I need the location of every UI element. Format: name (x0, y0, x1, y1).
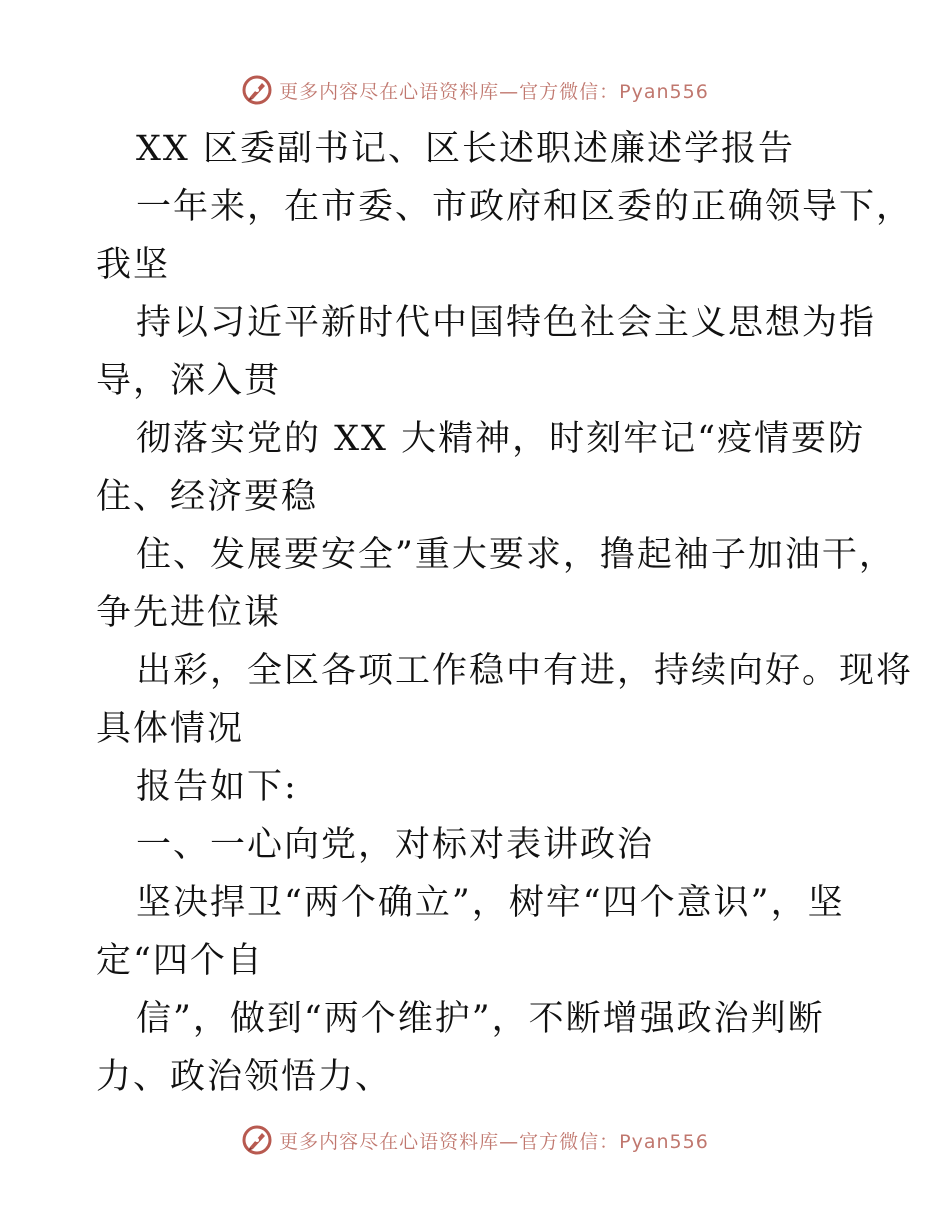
paragraph-line: 力、政治领悟力、 (96, 1057, 393, 1097)
paragraph-line: 报告如下: (136, 767, 298, 807)
document-body (96, 120, 914, 1106)
header-banner-text: 更多内容尽在心语资料库—官方微信：Pyan556 (279, 80, 709, 103)
paragraph-line: 住、发展要安全”重大要求，撸起袖子加油干， (136, 535, 896, 575)
paragraph-line: 一年来，在市委、市政府和区委的正确领导下， (136, 187, 914, 227)
paragraph-line: 信”，做到“两个维护”，不断增强政治判断 (136, 999, 825, 1039)
document-title: XX 区委副书记、区长述职述廉述学报告 (136, 129, 795, 169)
paragraph-line: 具体情况 (96, 709, 245, 749)
paragraph-line: 定“四个自 (96, 941, 264, 981)
footer-banner-text: 更多内容尽在心语资料库—官方微信：Pyan556 (279, 1130, 709, 1153)
paragraph-line: 出彩，全区各项工作稳中有进，持续向好。现将 (136, 651, 914, 691)
paragraph-line: 住、经济要稳 (96, 477, 319, 517)
paragraph-line: 我坚 (96, 245, 171, 285)
footer-banner (0, 1120, 950, 1160)
section-heading: 一、一心向党，对标对表讲政治 (136, 825, 655, 865)
paragraph-line: 持以习近平新时代中国特色社会主义思想为指 (136, 303, 877, 343)
paragraph-line: 坚决捍卫“两个确立”，树牢“四个意识”，坚 (136, 883, 845, 923)
pen-logo-icon (241, 1124, 273, 1156)
header-banner (0, 70, 950, 110)
pen-logo-icon (241, 74, 273, 106)
paragraph-line: 彻落实党的 XX 大精神，时刻牢记“疫情要防 (136, 419, 865, 459)
paragraph-line: 导，深入贯 (96, 361, 282, 401)
paragraph-line: 争先进位谋 (96, 593, 282, 633)
